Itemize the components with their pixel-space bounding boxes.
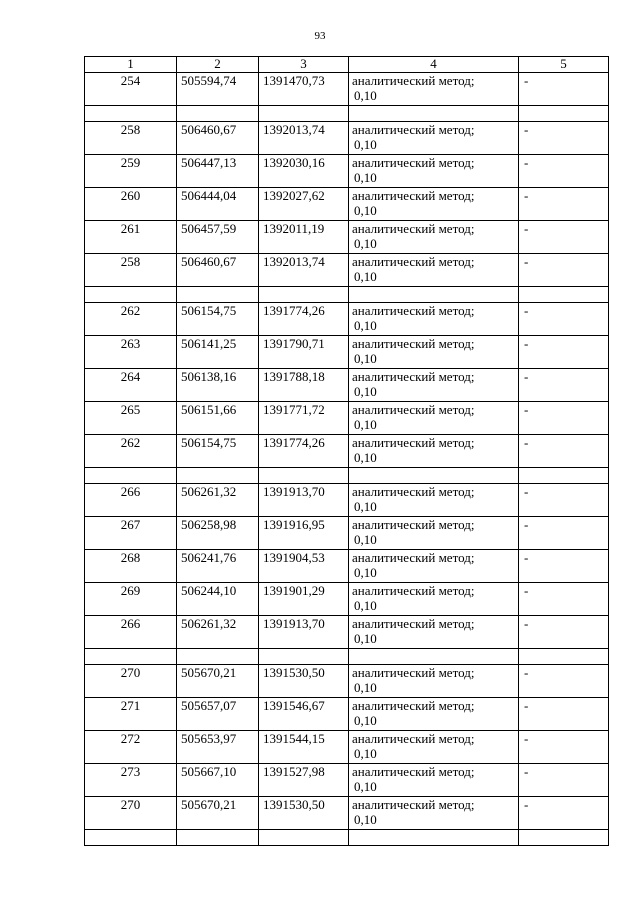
method-name: аналитический метод;	[352, 616, 475, 631]
table-header-row	[85, 57, 609, 73]
method-name: аналитический метод;	[352, 665, 475, 680]
note-cell: -	[519, 435, 609, 468]
point-number-cell: 262	[85, 303, 177, 336]
method-name: аналитический метод;	[352, 698, 475, 713]
table-row	[85, 517, 609, 550]
method-name: аналитический метод;	[352, 517, 475, 532]
x-coordinate-cell: 505594,74	[177, 73, 259, 106]
empty-cell	[259, 287, 349, 303]
accuracy-value: 0,10	[354, 631, 377, 646]
table-row	[85, 797, 609, 830]
note-cell: -	[519, 698, 609, 731]
accuracy-value: 0,10	[354, 812, 377, 827]
point-number-cell: 259	[85, 155, 177, 188]
method-cell	[349, 155, 519, 188]
accuracy-value: 0,10	[354, 203, 377, 218]
method-name: аналитический метод;	[352, 731, 475, 746]
table-separator-row	[85, 468, 609, 484]
accuracy-value: 0,10	[354, 236, 377, 251]
y-coordinate-cell: 1391904,53	[259, 550, 349, 583]
x-coordinate-cell: 506154,75	[177, 303, 259, 336]
method-cell	[349, 731, 519, 764]
empty-cell	[349, 106, 519, 122]
x-coordinate-cell: 505670,21	[177, 665, 259, 698]
method-cell	[349, 484, 519, 517]
method-name: аналитический метод;	[352, 303, 475, 318]
empty-cell	[85, 287, 177, 303]
note-cell: -	[519, 303, 609, 336]
y-coordinate-cell: 1392027,62	[259, 188, 349, 221]
accuracy-value: 0,10	[354, 680, 377, 695]
accuracy-value: 0,10	[354, 384, 377, 399]
empty-cell	[85, 649, 177, 665]
y-coordinate-cell: 1391913,70	[259, 616, 349, 649]
y-coordinate-cell: 1391530,50	[259, 797, 349, 830]
method-cell	[349, 122, 519, 155]
x-coordinate-cell: 506138,16	[177, 369, 259, 402]
accuracy-value: 0,10	[354, 598, 377, 613]
point-number-cell: 263	[85, 336, 177, 369]
method-cell	[349, 369, 519, 402]
table-row	[85, 665, 609, 698]
method-cell	[349, 435, 519, 468]
y-coordinate-cell: 1391788,18	[259, 369, 349, 402]
x-coordinate-cell: 505657,07	[177, 698, 259, 731]
x-coordinate-cell: 506460,67	[177, 254, 259, 287]
accuracy-value: 0,10	[354, 318, 377, 333]
empty-cell	[519, 649, 609, 665]
empty-cell	[519, 830, 609, 846]
point-number-cell: 270	[85, 797, 177, 830]
accuracy-value: 0,10	[354, 417, 377, 432]
table-separator-row	[85, 106, 609, 122]
y-coordinate-cell: 1392030,16	[259, 155, 349, 188]
method-cell	[349, 221, 519, 254]
y-coordinate-cell: 1392011,19	[259, 221, 349, 254]
y-coordinate-cell: 1391544,15	[259, 731, 349, 764]
method-cell	[349, 764, 519, 797]
table-row	[85, 122, 609, 155]
x-coordinate-cell: 506154,75	[177, 435, 259, 468]
method-cell	[349, 188, 519, 221]
method-name: аналитический метод;	[352, 155, 475, 170]
point-number-cell: 268	[85, 550, 177, 583]
point-number-cell: 266	[85, 484, 177, 517]
table-row	[85, 550, 609, 583]
x-coordinate-cell: 506244,10	[177, 583, 259, 616]
empty-cell	[177, 106, 259, 122]
empty-cell	[519, 106, 609, 122]
method-name: аналитический метод;	[352, 435, 475, 450]
accuracy-value: 0,10	[354, 565, 377, 580]
y-coordinate-cell: 1391916,95	[259, 517, 349, 550]
point-number-cell: 260	[85, 188, 177, 221]
x-coordinate-cell: 505670,21	[177, 797, 259, 830]
note-cell: -	[519, 221, 609, 254]
empty-cell	[349, 649, 519, 665]
note-cell: -	[519, 402, 609, 435]
table-row	[85, 336, 609, 369]
table-row	[85, 155, 609, 188]
table-row	[85, 254, 609, 287]
accuracy-value: 0,10	[354, 269, 377, 284]
empty-cell	[259, 649, 349, 665]
method-cell	[349, 797, 519, 830]
note-cell: -	[519, 122, 609, 155]
table-row	[85, 188, 609, 221]
empty-cell	[519, 468, 609, 484]
note-cell: -	[519, 764, 609, 797]
method-name: аналитический метод;	[352, 550, 475, 565]
method-cell	[349, 517, 519, 550]
accuracy-value: 0,10	[354, 88, 377, 103]
x-coordinate-cell: 506241,76	[177, 550, 259, 583]
table-row	[85, 583, 609, 616]
note-cell: -	[519, 188, 609, 221]
method-name: аналитический метод;	[352, 484, 475, 499]
method-cell	[349, 402, 519, 435]
y-coordinate-cell: 1391470,73	[259, 73, 349, 106]
y-coordinate-cell: 1391546,67	[259, 698, 349, 731]
empty-cell	[177, 287, 259, 303]
empty-cell	[85, 830, 177, 846]
column-header: 5	[519, 57, 609, 73]
empty-cell	[177, 468, 259, 484]
x-coordinate-cell: 506457,59	[177, 221, 259, 254]
y-coordinate-cell: 1391527,98	[259, 764, 349, 797]
page-number: 93	[314, 30, 326, 42]
table-row	[85, 616, 609, 649]
y-coordinate-cell: 1391913,70	[259, 484, 349, 517]
accuracy-value: 0,10	[354, 779, 377, 794]
empty-cell	[85, 468, 177, 484]
note-cell: -	[519, 731, 609, 764]
x-coordinate-cell: 506447,13	[177, 155, 259, 188]
table-row	[85, 731, 609, 764]
method-name: аналитический метод;	[352, 764, 475, 779]
accuracy-value: 0,10	[354, 499, 377, 514]
point-number-cell: 269	[85, 583, 177, 616]
point-number-cell: 271	[85, 698, 177, 731]
method-name: аналитический метод;	[352, 336, 475, 351]
method-name: аналитический метод;	[352, 369, 475, 384]
method-cell	[349, 583, 519, 616]
point-number-cell: 266	[85, 616, 177, 649]
empty-cell	[349, 468, 519, 484]
empty-cell	[259, 468, 349, 484]
y-coordinate-cell: 1391790,71	[259, 336, 349, 369]
accuracy-value: 0,10	[354, 137, 377, 152]
empty-cell	[349, 830, 519, 846]
empty-cell	[177, 830, 259, 846]
method-cell	[349, 698, 519, 731]
empty-cell	[85, 106, 177, 122]
point-number-cell: 265	[85, 402, 177, 435]
method-name: аналитический метод;	[352, 254, 475, 269]
note-cell: -	[519, 254, 609, 287]
table-row	[85, 435, 609, 468]
method-name: аналитический метод;	[352, 583, 475, 598]
coordinates-table	[84, 56, 609, 846]
table-row	[85, 698, 609, 731]
x-coordinate-cell: 505653,97	[177, 731, 259, 764]
note-cell: -	[519, 517, 609, 550]
table-row	[85, 303, 609, 336]
column-header: 3	[259, 57, 349, 73]
table-separator-row	[85, 287, 609, 303]
method-cell	[349, 303, 519, 336]
point-number-cell: 254	[85, 73, 177, 106]
method-cell	[349, 254, 519, 287]
note-cell: -	[519, 550, 609, 583]
method-cell	[349, 73, 519, 106]
note-cell: -	[519, 73, 609, 106]
accuracy-value: 0,10	[354, 450, 377, 465]
empty-cell	[177, 649, 259, 665]
method-name: аналитический метод;	[352, 221, 475, 236]
point-number-cell: 258	[85, 254, 177, 287]
method-cell	[349, 336, 519, 369]
x-coordinate-cell: 506141,25	[177, 336, 259, 369]
note-cell: -	[519, 665, 609, 698]
empty-cell	[259, 106, 349, 122]
y-coordinate-cell: 1392013,74	[259, 122, 349, 155]
method-name: аналитический метод;	[352, 402, 475, 417]
y-coordinate-cell: 1391901,29	[259, 583, 349, 616]
method-cell	[349, 550, 519, 583]
table-row	[85, 402, 609, 435]
note-cell: -	[519, 797, 609, 830]
table-separator-row	[85, 830, 609, 846]
point-number-cell: 258	[85, 122, 177, 155]
y-coordinate-cell: 1391774,26	[259, 303, 349, 336]
table-row	[85, 764, 609, 797]
point-number-cell: 273	[85, 764, 177, 797]
point-number-cell: 261	[85, 221, 177, 254]
note-cell: -	[519, 155, 609, 188]
note-cell: -	[519, 583, 609, 616]
method-name: аналитический метод;	[352, 797, 475, 812]
table-row	[85, 73, 609, 106]
column-header: 4	[349, 57, 519, 73]
accuracy-value: 0,10	[354, 351, 377, 366]
x-coordinate-cell: 506258,98	[177, 517, 259, 550]
accuracy-value: 0,10	[354, 746, 377, 761]
note-cell: -	[519, 616, 609, 649]
empty-cell	[349, 287, 519, 303]
empty-cell	[519, 287, 609, 303]
x-coordinate-cell: 506460,67	[177, 122, 259, 155]
y-coordinate-cell: 1391771,72	[259, 402, 349, 435]
method-name: аналитический метод;	[352, 188, 475, 203]
x-coordinate-cell: 506261,32	[177, 484, 259, 517]
table-row	[85, 369, 609, 402]
note-cell: -	[519, 369, 609, 402]
column-header: 2	[177, 57, 259, 73]
empty-cell	[259, 830, 349, 846]
table-row	[85, 221, 609, 254]
point-number-cell: 267	[85, 517, 177, 550]
point-number-cell: 270	[85, 665, 177, 698]
accuracy-value: 0,10	[354, 532, 377, 547]
x-coordinate-cell: 505667,10	[177, 764, 259, 797]
accuracy-value: 0,10	[354, 170, 377, 185]
note-cell: -	[519, 484, 609, 517]
method-name: аналитический метод;	[352, 122, 475, 137]
accuracy-value: 0,10	[354, 713, 377, 728]
table-row	[85, 484, 609, 517]
x-coordinate-cell: 506151,66	[177, 402, 259, 435]
x-coordinate-cell: 506261,32	[177, 616, 259, 649]
y-coordinate-cell: 1391530,50	[259, 665, 349, 698]
method-cell	[349, 665, 519, 698]
method-cell	[349, 616, 519, 649]
table-separator-row	[85, 649, 609, 665]
point-number-cell: 272	[85, 731, 177, 764]
y-coordinate-cell: 1391774,26	[259, 435, 349, 468]
note-cell: -	[519, 336, 609, 369]
point-number-cell: 264	[85, 369, 177, 402]
method-name: аналитический метод;	[352, 73, 475, 88]
column-header: 1	[85, 57, 177, 73]
point-number-cell: 262	[85, 435, 177, 468]
y-coordinate-cell: 1392013,74	[259, 254, 349, 287]
x-coordinate-cell: 506444,04	[177, 188, 259, 221]
